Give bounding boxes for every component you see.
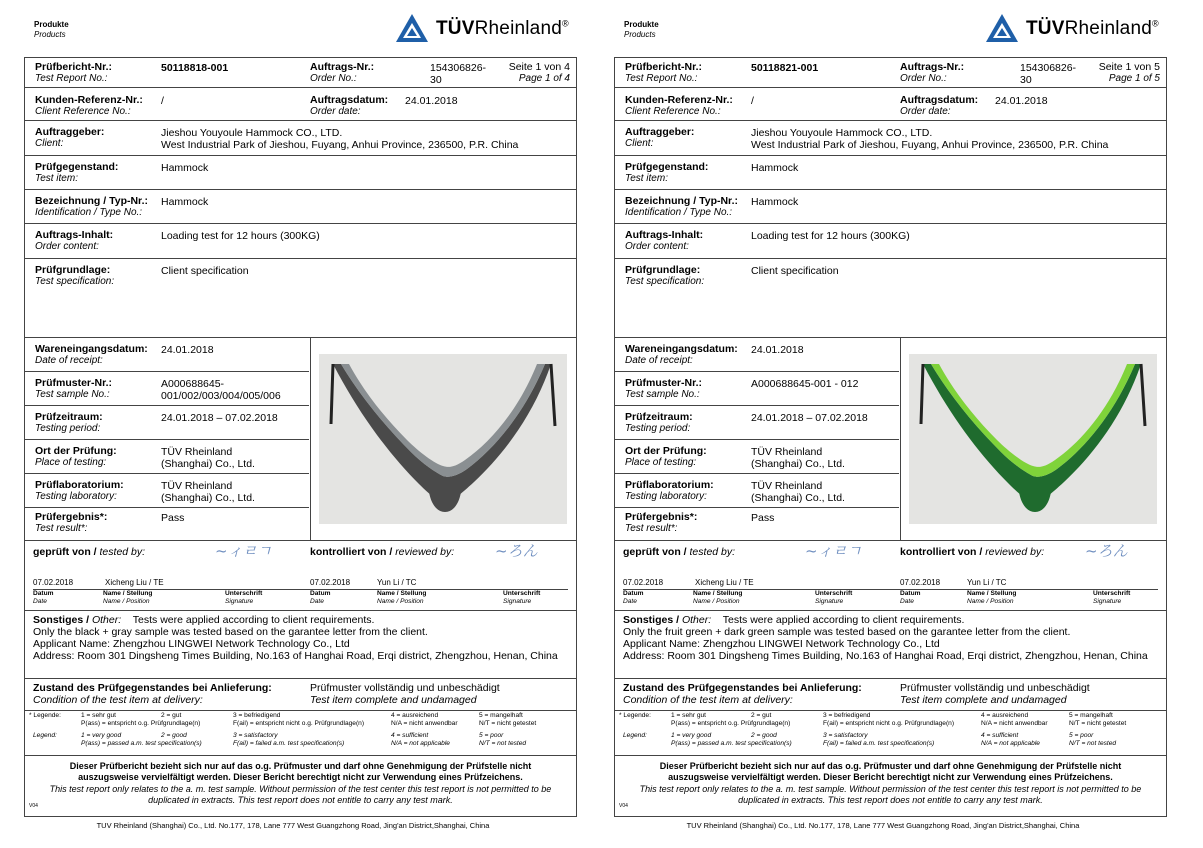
reviewed-by-de: kontrolliert von / — [310, 546, 393, 558]
header-products — [624, 20, 659, 40]
sig-labels-name-en: Name / Position — [377, 598, 424, 605]
receipt-value: 24.01.2018 — [751, 344, 804, 356]
report-frame — [614, 57, 1167, 817]
legend-de3: 3 = befriedigend — [233, 712, 281, 719]
reviewed-by-en: reviewed by: — [395, 546, 455, 558]
legend-dena: N/A = nicht anwendbar — [981, 720, 1048, 727]
tuv-logo — [984, 12, 1164, 46]
legend-en3: 3 = satisfactory — [233, 732, 278, 739]
legend-en2: 2 = good — [751, 732, 777, 739]
report-no-row — [25, 58, 576, 88]
test-spec-de: Prüfgrundlage: — [35, 264, 111, 276]
report-frame — [24, 57, 577, 817]
client-ref-value: / — [161, 95, 164, 107]
disclaimer-de1: Dieser Prüfbericht bezieht sich nur auf das o.g. Prüfmuster und darf ohne Genehmigung der Prüfstelle nicht — [659, 761, 1122, 771]
test-item-de: Prüfgegenstand: — [35, 161, 119, 173]
legend-de5: 5 = mangelhaft — [479, 712, 523, 719]
result-en: Test result*: — [625, 523, 678, 534]
condition-value-de: Prüfmuster vollständig und unbeschädigt — [900, 682, 1090, 694]
report-page-1 — [0, 0, 586, 848]
sample-no-en: Test sample No.: — [625, 389, 700, 400]
disclaimer-de2: auszugsweise vervielfältigt werden. Dieser Bericht berechtigt nicht zur Verwendung eines Prüfzeichens. — [78, 772, 523, 782]
place-row — [615, 440, 899, 474]
legend-enna: N/A = not applicable — [981, 740, 1040, 747]
order-no-de: Auftrags-Nr.: — [310, 61, 375, 73]
tuv-triangle-icon — [394, 12, 430, 44]
logo-mark: ® — [1151, 18, 1159, 29]
lab-value: TÜV Rheinland (Shanghai) Co., Ltd. — [161, 480, 255, 504]
page-en: Page 1 of 5 — [1108, 73, 1160, 84]
report-no-de: Prüfbericht-Nr.: — [625, 61, 703, 73]
legend-en1: 1 = very good — [671, 732, 712, 739]
other-line2: Only the black + gray sample was tested based on the garantee letter from the client. — [33, 626, 428, 638]
receipt-row — [25, 338, 309, 372]
sig-labels-name-de: Name / Stellung — [103, 590, 153, 597]
test-spec-de: Prüfgrundlage: — [625, 264, 701, 276]
receipt-de: Wareneingangsdatum: — [35, 343, 148, 355]
period-row — [25, 406, 309, 440]
other-line3: Applicant Name: Zhengzhou LINGWEI Network Technology Co., Ltd — [33, 638, 350, 650]
order-content-value: Loading test for 12 hours (300KG) — [161, 230, 320, 242]
place-value: TÜV Rheinland (Shanghai) Co., Ltd. — [161, 446, 255, 470]
tuv-triangle-icon — [984, 12, 1020, 44]
legend-de5: 5 = mangelhaft — [1069, 712, 1113, 719]
client-ref-en: Client Reference No.: — [35, 106, 131, 117]
condition-value — [900, 682, 1090, 706]
test-spec-row — [25, 259, 576, 338]
period-row — [615, 406, 899, 440]
sig-labels-sig: Signature — [815, 598, 844, 605]
reviewer-signature: ~ろん — [495, 542, 538, 560]
result-de: Prüfergebnis*: — [35, 511, 108, 523]
sample-no-de: Prüfmuster-Nr.: — [625, 377, 703, 389]
place-de: Ort der Prüfung: — [625, 445, 707, 457]
tester-signature: ~ィㄹㄱ — [215, 542, 272, 560]
legend-de-label: * Legende: — [29, 712, 61, 719]
period-de: Prüfzeitraum: — [625, 411, 693, 423]
test-item-value: Hammock — [751, 162, 799, 174]
order-date-de: Auftragsdatum: — [900, 94, 979, 106]
condition-value — [310, 682, 500, 706]
lab-en: Testing laboratory: — [35, 491, 117, 502]
reviewed-name: Yun Li / TC — [377, 578, 417, 587]
tested-name: Xicheng Liu / TE — [105, 578, 164, 587]
reviewed-date: 07.02.2018 — [310, 578, 351, 587]
result-de: Prüfergebnis*: — [625, 511, 698, 523]
legend-ennt: N/T = not tested — [1069, 740, 1117, 747]
client-ref-en: Client Reference No.: — [625, 106, 721, 117]
logo-bold: TÜV — [436, 18, 475, 39]
place-de: Ort der Prüfung: — [35, 445, 117, 457]
ident-en: Identification / Type No.: — [35, 207, 143, 218]
order-date-en: Order date: — [900, 106, 951, 117]
other-line1: Tests were applied according to client requirements. — [132, 614, 375, 626]
legend-enf: F(ail) = failed a.m. test specification(s) — [233, 740, 345, 747]
header-de: Produkte — [34, 20, 69, 29]
legend-en3: 3 = satisfactory — [823, 732, 868, 739]
client-row — [615, 121, 1166, 156]
sig-labels-name-de: Name / Stellung — [693, 590, 743, 597]
other-en: Other: — [681, 614, 712, 626]
tuv-logo — [394, 12, 574, 46]
page-de: Seite 1 von 5 — [1098, 61, 1160, 73]
disclaimer-de2: auszugsweise vervielfältigt werden. Dieser Bericht berechtigt nicht zur Verwendung eines Prüfzeichens. — [668, 772, 1113, 782]
legend-en2: 2 = good — [161, 732, 187, 739]
disclaimer-en1: This test report only relates to the a. m. test sample. Without permission of the test center this test report is not permitted to be — [639, 784, 1142, 794]
condition-value-de: Prüfmuster vollständig und unbeschädigt — [310, 682, 500, 694]
page-de: Seite 1 von 4 — [508, 61, 570, 73]
order-content-en: Order content: — [35, 241, 99, 252]
client-ref-value: / — [751, 95, 754, 107]
sig-labels-name-en: Name / Position — [693, 598, 740, 605]
period-en: Testing period: — [625, 423, 691, 434]
order-no-en: Order No.: — [900, 73, 947, 84]
order-date-value: 24.01.2018 — [405, 95, 458, 107]
period-de: Prüfzeitraum: — [35, 411, 103, 423]
sig-labels-unt: Unterschrift — [1093, 590, 1131, 597]
logo-mark: ® — [561, 18, 569, 29]
client-row — [25, 121, 576, 156]
legend-dep: P(ass) = entspricht o.g. Prüfgrundlage(n) — [671, 720, 791, 727]
legend-de1: 1 = sehr gut — [671, 712, 707, 719]
test-item-en: Test item: — [35, 173, 78, 184]
sig-labels-name-en: Name / Position — [967, 598, 1014, 605]
client-en: Client: — [625, 138, 654, 149]
sig-labels-datum: Datum — [33, 590, 54, 597]
test-item-row — [615, 156, 1166, 190]
ident-value: Hammock — [161, 196, 209, 208]
sample-no-de: Prüfmuster-Nr.: — [35, 377, 113, 389]
lab-row — [615, 474, 899, 508]
ident-de: Bezeichnung / Typ-Nr.: — [625, 195, 738, 207]
legend-dent: N/T = nicht getestet — [1069, 720, 1127, 727]
header-en: Products — [624, 30, 656, 39]
test-item-row — [25, 156, 576, 190]
header-products — [34, 20, 69, 40]
legend-enf: F(ail) = failed a.m. test specification(s) — [823, 740, 935, 747]
other-line3: Applicant Name: Zhengzhou LINGWEI Network Technology Co., Ltd — [623, 638, 940, 650]
lab-de: Prüflaboratorium: — [35, 479, 124, 491]
legend-de-label: * Legende: — [619, 712, 651, 719]
receipt-row — [615, 338, 899, 372]
legend-enna: N/A = not applicable — [391, 740, 450, 747]
result-value: Pass — [751, 512, 775, 524]
legend-def: F(ail) = entspricht nicht o.g. Prüfgrundlage(n) — [823, 720, 955, 727]
order-content-row — [25, 224, 576, 259]
test-item-de: Prüfgegenstand: — [625, 161, 709, 173]
order-no-en: Order No.: — [310, 73, 357, 84]
other-notes — [623, 614, 1163, 662]
client-ref-de: Kunden-Referenz-Nr.: — [625, 94, 733, 106]
header-de: Produkte — [624, 20, 659, 29]
legend-de2: 2 = gut — [751, 712, 772, 719]
client-de: Auftraggeber: — [35, 126, 105, 138]
order-content-de: Auftrags-Inhalt: — [35, 229, 114, 241]
sig-labels-name-en: Name / Position — [103, 598, 150, 605]
tester-signature: ~ィㄹㄱ — [805, 542, 862, 560]
reviewed-by-label — [900, 546, 1044, 558]
result-en: Test result*: — [35, 523, 88, 534]
reviewed-by-en: reviewed by: — [985, 546, 1045, 558]
tested-by-en: tested by: — [99, 546, 146, 558]
other-de: Sonstiges / — [33, 614, 90, 626]
other-notes — [33, 614, 573, 662]
report-no-value: 50118821-001 — [751, 62, 819, 74]
test-spec-en: Test specification: — [35, 276, 115, 287]
legend-de4: 4 = ausreichend — [981, 712, 1029, 719]
legend-en4: 4 = sufficient — [391, 732, 429, 739]
test-spec-value: Client specification — [161, 265, 249, 277]
footer-address: TUV Rheinland (Shanghai) Co., Ltd. No.177, 178, Lane 777 West Guangzhong Road, Jing'an District,Shanghai, China — [686, 821, 1080, 830]
header-en: Products — [34, 30, 66, 39]
tested-by-en: tested by: — [689, 546, 736, 558]
legend-enp: P(ass) = passed a.m. test specification(s) — [671, 740, 792, 747]
legend-en5: 5 = poor — [479, 732, 504, 739]
tested-date: 07.02.2018 — [33, 578, 74, 587]
sig-labels-datum: Datum — [310, 590, 331, 597]
condition-de: Zustand des Prüfgegenstandes bei Anlieferung: — [623, 682, 862, 694]
period-en: Testing period: — [35, 423, 101, 434]
legend-en1: 1 = very good — [81, 732, 122, 739]
reviewed-name: Yun Li / TC — [967, 578, 1007, 587]
legend-en-label: Legend: — [33, 732, 57, 739]
legend-def: F(ail) = entspricht nicht o.g. Prüfgrundlage(n) — [233, 720, 365, 727]
client-en: Client: — [35, 138, 64, 149]
condition-en: Condition of the test item at delivery: — [33, 694, 203, 706]
disclaimer-de1: Dieser Prüfbericht bezieht sich nur auf das o.g. Prüfmuster und darf ohne Genehmigung der Prüfstelle nicht — [69, 761, 532, 771]
order-date-de: Auftragsdatum: — [310, 94, 389, 106]
report-page-2 — [590, 0, 1176, 848]
tested-by-label — [623, 546, 735, 558]
ident-value: Hammock — [751, 196, 799, 208]
sample-no-en: Test sample No.: — [35, 389, 110, 400]
order-no-value: 154306826- 30 — [430, 62, 487, 86]
order-content-row — [615, 224, 1166, 259]
receipt-en: Date of receipt: — [35, 355, 103, 366]
other-line2: Only the fruit green + dark green sample was tested based on the garantee letter from the client. — [623, 626, 1071, 638]
result-value: Pass — [161, 512, 185, 524]
order-date-en: Order date: — [310, 106, 361, 117]
report-no-en: Test Report No.: — [625, 73, 698, 84]
legend-de3: 3 = befriedigend — [823, 712, 871, 719]
ident-en: Identification / Type No.: — [625, 207, 733, 218]
legend-enp: P(ass) = passed a.m. test specification(s) — [81, 740, 202, 747]
test-item-en: Test item: — [625, 173, 668, 184]
other-line4: Address: Room 301 Dingsheng Times Building, No.163 of Hanghai Road, Erqi district, Zhengzhou, Henan, China — [33, 650, 558, 662]
report-no-value: 50118818-001 — [161, 62, 229, 74]
report-no-de: Prüfbericht-Nr.: — [35, 61, 113, 73]
order-no-value: 154306826- 30 — [1020, 62, 1077, 86]
logo-bold: TÜV — [1026, 18, 1065, 39]
lab-de: Prüflaboratorium: — [625, 479, 714, 491]
tested-by-de: geprüft von / — [623, 546, 687, 558]
sig-labels-datum: Datum — [623, 590, 644, 597]
disclaimer-en2: duplicated in extracts. This test report does not entitle to carry any test mark. — [148, 795, 453, 805]
logo-regular: Rheinland — [474, 18, 562, 39]
ident-row — [25, 190, 576, 224]
condition-label — [623, 682, 862, 706]
reviewer-signature: ~ろん — [1085, 542, 1128, 560]
client-ref-de: Kunden-Referenz-Nr.: — [35, 94, 143, 106]
client-de: Auftraggeber: — [625, 126, 695, 138]
lab-value: TÜV Rheinland (Shanghai) Co., Ltd. — [751, 480, 845, 504]
reviewed-date: 07.02.2018 — [900, 578, 941, 587]
tested-name: Xicheng Liu / TE — [695, 578, 754, 587]
client-ref-row — [25, 88, 576, 121]
test-spec-row — [615, 259, 1166, 338]
sig-labels-unt: Unterschrift — [815, 590, 853, 597]
legend-de1: 1 = sehr gut — [81, 712, 117, 719]
disclaimer-code: V04 — [619, 803, 628, 809]
legend-en4: 4 = sufficient — [981, 732, 1019, 739]
client-value: Jieshou Youyoule Hammock CO., LTD. West Industrial Park of Jieshou, Fuyang, Anhui Province, 236500, P.R. China — [751, 127, 1109, 151]
order-content-en: Order content: — [625, 241, 689, 252]
sig-labels-name-de: Name / Stellung — [967, 590, 1017, 597]
ident-row — [615, 190, 1166, 224]
sample-no-value: A000688645- 001/002/003/004/005/006 — [161, 378, 281, 402]
report-no-en: Test Report No.: — [35, 73, 108, 84]
sig-labels-date: Date — [310, 598, 324, 605]
period-value: 24.01.2018 – 07.02.2018 — [161, 412, 278, 424]
test-spec-en: Test specification: — [625, 276, 705, 287]
sig-labels-unt: Unterschrift — [503, 590, 541, 597]
tested-by-de: geprüft von / — [33, 546, 97, 558]
sig-labels-datum: Datum — [900, 590, 921, 597]
condition-en: Condition of the test item at delivery: — [623, 694, 793, 706]
sig-labels-date: Date — [33, 598, 47, 605]
client-value: Jieshou Youyoule Hammock CO., LTD. West Industrial Park of Jieshou, Fuyang, Anhui Province, 236500, P.R. China — [161, 127, 519, 151]
place-en: Place of testing: — [625, 457, 697, 468]
sig-labels-name-de: Name / Stellung — [377, 590, 427, 597]
other-line4: Address: Room 301 Dingsheng Times Building, No.163 of Hanghai Road, Erqi district, Zhengzhou, Henan, China — [623, 650, 1148, 662]
test-spec-value: Client specification — [751, 265, 839, 277]
lab-en: Testing laboratory: — [625, 491, 707, 502]
tested-by-label — [33, 546, 145, 558]
reviewed-by-label — [310, 546, 454, 558]
order-content-value: Loading test for 12 hours (300KG) — [751, 230, 910, 242]
client-ref-row — [615, 88, 1166, 121]
sample-no-row — [615, 372, 899, 406]
legend-dena: N/A = nicht anwendbar — [391, 720, 458, 727]
condition-value-en: Test item complete and undamaged — [900, 694, 1067, 706]
legend-dep: P(ass) = entspricht o.g. Prüfgrundlage(n) — [81, 720, 201, 727]
receipt-value: 24.01.2018 — [161, 344, 214, 356]
logo-regular: Rheinland — [1064, 18, 1152, 39]
condition-de: Zustand des Prüfgegenstandes bei Anlieferung: — [33, 682, 272, 694]
ident-de: Bezeichnung / Typ-Nr.: — [35, 195, 148, 207]
tested-date: 07.02.2018 — [623, 578, 664, 587]
hammock-photo — [909, 354, 1157, 524]
other-en: Other: — [91, 614, 122, 626]
reviewed-by-de: kontrolliert von / — [900, 546, 983, 558]
sig-labels-date: Date — [623, 598, 637, 605]
order-date-value: 24.01.2018 — [995, 95, 1048, 107]
report-no-row — [615, 58, 1166, 88]
sig-labels-unt: Unterschrift — [225, 590, 263, 597]
place-en: Place of testing: — [35, 457, 107, 468]
disclaimer-en1: This test report only relates to the a. m. test sample. Without permission of the test center this test report is not permitted to be — [49, 784, 552, 794]
disclaimer-code: V04 — [29, 803, 38, 809]
condition-label — [33, 682, 272, 706]
sample-no-row — [25, 372, 309, 406]
condition-value-en: Test item complete and undamaged — [310, 694, 477, 706]
hammock-photo — [319, 354, 567, 524]
period-value: 24.01.2018 – 07.02.2018 — [751, 412, 868, 424]
sig-labels-sig: Signature — [503, 598, 532, 605]
legend-de2: 2 = gut — [161, 712, 182, 719]
page-en: Page 1 of 4 — [518, 73, 570, 84]
lab-row — [25, 474, 309, 508]
receipt-en: Date of receipt: — [625, 355, 693, 366]
order-no-de: Auftrags-Nr.: — [900, 61, 965, 73]
disclaimer-en2: duplicated in extracts. This test report does not entitle to carry any test mark. — [738, 795, 1043, 805]
sig-labels-sig: Signature — [225, 598, 254, 605]
other-line1: Tests were applied according to client requirements. — [722, 614, 965, 626]
sig-labels-sig: Signature — [1093, 598, 1122, 605]
sig-labels-date: Date — [900, 598, 914, 605]
place-value: TÜV Rheinland (Shanghai) Co., Ltd. — [751, 446, 845, 470]
test-item-value: Hammock — [161, 162, 209, 174]
order-content-de: Auftrags-Inhalt: — [625, 229, 704, 241]
legend-ennt: N/T = not tested — [479, 740, 527, 747]
place-row — [25, 440, 309, 474]
legend-en-label: Legend: — [623, 732, 647, 739]
receipt-de: Wareneingangsdatum: — [625, 343, 738, 355]
legend-dent: N/T = nicht getestet — [479, 720, 537, 727]
sample-no-value: A000688645-001 - 012 — [751, 378, 859, 390]
legend-de4: 4 = ausreichend — [391, 712, 439, 719]
other-de: Sonstiges / — [623, 614, 680, 626]
legend-en5: 5 = poor — [1069, 732, 1094, 739]
footer-address: TUV Rheinland (Shanghai) Co., Ltd. No.177, 178, Lane 777 West Guangzhong Road, Jing'an District,Shanghai, China — [96, 821, 490, 830]
